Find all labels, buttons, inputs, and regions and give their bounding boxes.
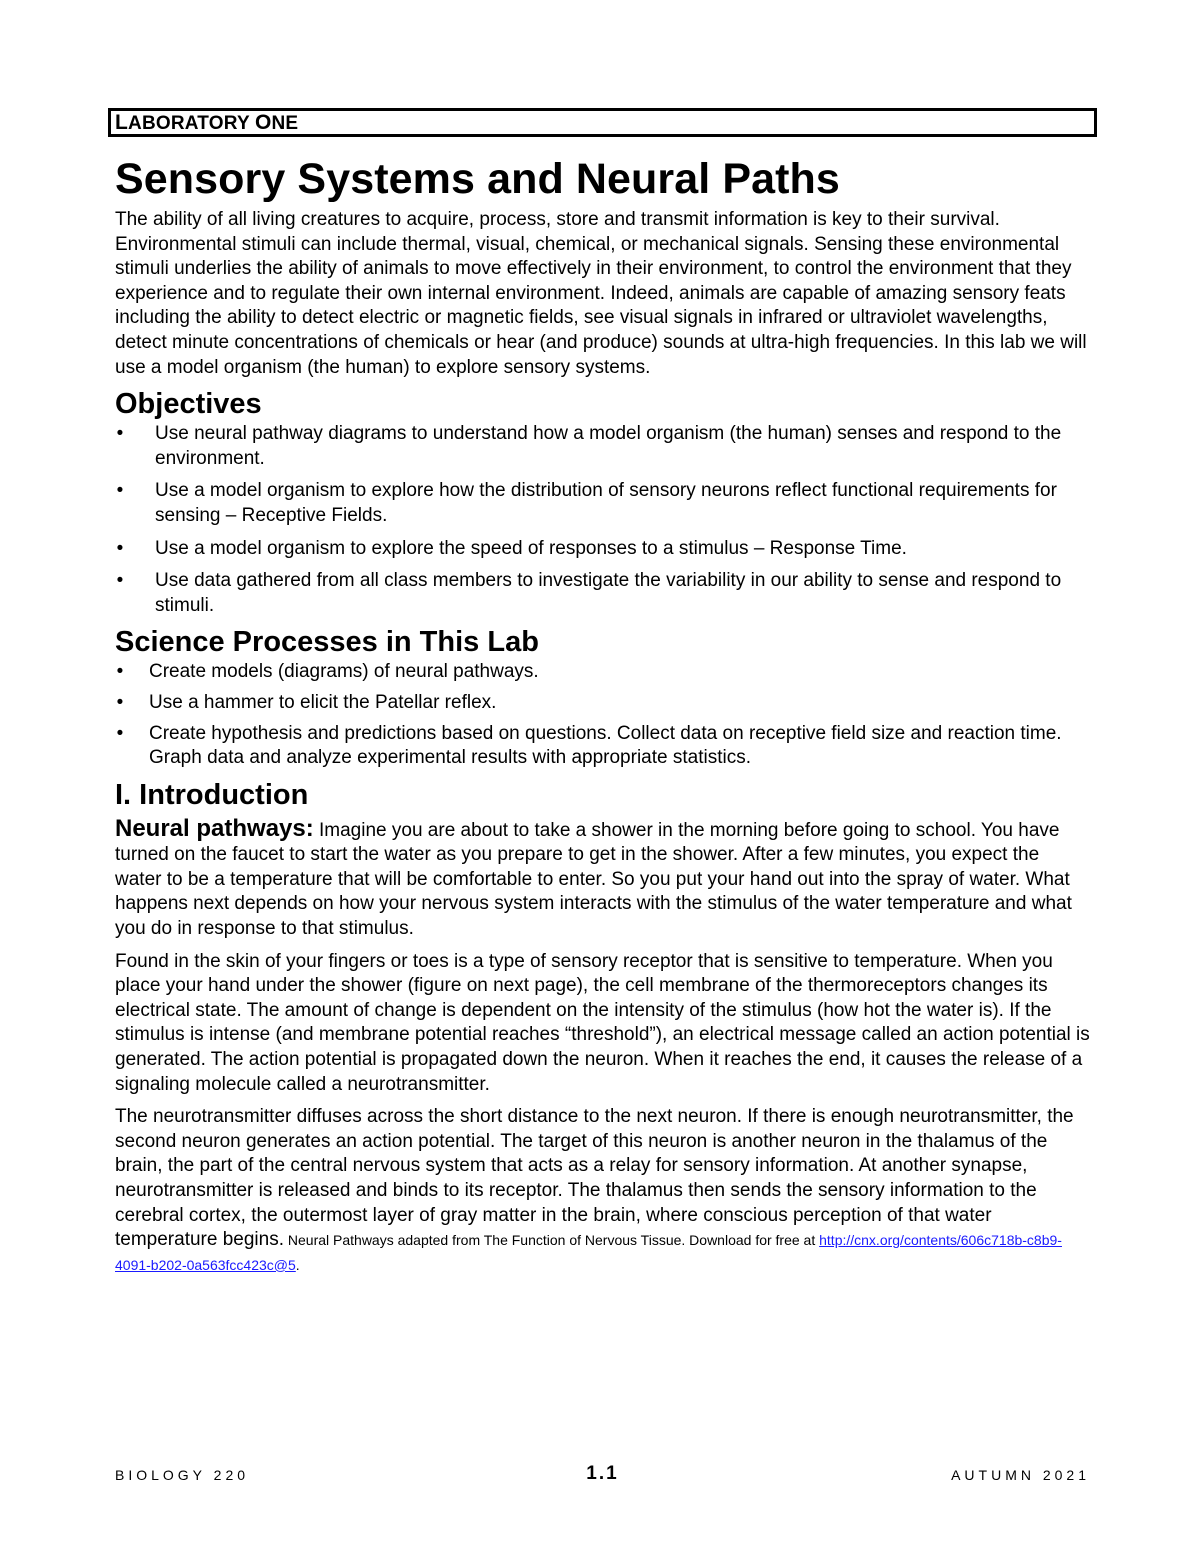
intro-paragraph: The ability of all living creatures to acquire, process, store and transmit information is key to their survival. Environmental stimuli can include thermal, visual, chemical, or mechanical signals. Sensing these environmental stimuli underlies the ability of animals to move effectively in their environment, to control the environment that they experience and to regulate their own internal environment. Indeed, animals are capable of amazing sensory feats including the ability to detect electric or magnetic fields, see visual signals in infrared or ultraviolet wavelengths, detect minute concentrations of chemicals or hear (and produce) sounds at ultra-high frequencies. In this lab we will use a model organism (the human) to explore sensory systems. [115, 209, 1087, 378]
objective-text: Use neural pathway diagrams to understand how a model organism (the human) senses and respond to the environment. [155, 423, 1062, 469]
list-item [115, 722, 1090, 771]
process-text: Create models (diagrams) of neural pathways. [149, 661, 539, 683]
lab-label-first-letter: L [115, 111, 129, 134]
process-text: Create hypothesis and predictions based on questions. Collect data on receptive field size and reaction time. Graph data and analyze experimental results with appropriate statistics. [149, 722, 1062, 769]
objective-text: Use data gathered from all class members to investigate the variability in our ability to sense and respond to stimuli. [155, 570, 1062, 616]
science-processes-heading: Science Processes in This Lab [115, 626, 539, 659]
list-item [115, 569, 1090, 618]
bullet-icon: • [116, 423, 124, 445]
page-title: Sensory Systems and Neural Paths [115, 155, 840, 203]
bullet-icon: • [116, 537, 124, 559]
page-content [115, 150, 1090, 1277]
neural-pathways-paragraph [115, 814, 1090, 942]
citation-end: . [295, 1256, 300, 1273]
page-footer [115, 1465, 1090, 1489]
lab-label-rest-2: NE [271, 113, 299, 134]
objective-text: Use a model organism to explore how the distribution of sensory neurons reflect functional requirements for sensing – Receptive Fields. [155, 480, 1057, 526]
list-item [115, 479, 1090, 528]
lab-label-rest: ABORATORY [128, 113, 255, 134]
bullet-icon: • [116, 570, 124, 592]
bullet-icon: • [116, 691, 124, 713]
list-item [115, 660, 1090, 685]
objectives-list [115, 422, 1090, 618]
neural-pathways-text: Imagine you are about to take a shower in the morning before going to school. You have turned on the faucet to start the water as you prepare to get in the shower. After a few minutes, you expect the water to be a temperature that will be comfortable to enter. So you put your hand out into the spray of water. What happens next depends on how your nervous system interacts with the stimulus of the water temperature and what you do in response to that stimulus. [115, 819, 1072, 940]
thermoreceptor-paragraph: Found in the skin of your fingers or toes is a type of sensory receptor that is sensitive to temperature. When you place your hand under the shower (figure on next page), the cell membrane of the thermoreceptors changes its electrical state. The amount of change is dependent on the intensity of the stimulus (how hot the water is). If the stimulus is intense (and membrane potential reaches “threshold”), an electrical message called an action potential is generated. The action potential is propagated down the neuron. When it reaches the end, it causes the release of a signaling molecule called a neurotransmitter. [115, 950, 1090, 1095]
laboratory-label-box [108, 108, 1097, 137]
science-processes-list [115, 660, 1090, 770]
list-item [115, 537, 1090, 562]
list-item [115, 691, 1090, 716]
bullet-icon: • [116, 661, 124, 683]
introduction-heading: I. Introduction [115, 778, 309, 811]
objectives-heading: Objectives [115, 388, 262, 421]
citation-link[interactable]: http://cnx.org/contents/606c718b-c8b9-4091-b202-0a563fcc423c@5 [115, 1232, 1062, 1273]
citation-text: Neural Pathways adapted from The Function of Nervous Tissue. Download for free at [284, 1232, 820, 1249]
bullet-icon: • [116, 722, 124, 744]
footer-term: AUTUMN 2021 [951, 1467, 1090, 1483]
footer-page-number: 1.1 [586, 1463, 619, 1484]
neurotransmitter-text: The neurotransmitter diffuses across the short distance to the next neuron. If there is enough neurotransmitter, the second neuron generates an action potential. The target of this neuron is another neuron in the thalamus of the brain, the part of the central nervous system that acts as a relay for sensory information. At another synapse, neurotransmitter is released and binds to its receptor. The thalamus then sends the sensory information to the cerebral cortex, the outermost layer of gray matter in the brain, where conscious perception of that water temperature begins. [115, 1106, 1074, 1251]
neurotransmitter-paragraph [115, 1105, 1090, 1277]
process-text: Use a hammer to elicit the Patellar reflex. [149, 691, 497, 713]
footer-course: BIOLOGY 220 [115, 1467, 250, 1483]
objective-text: Use a model organism to explore the speed of responses to a stimulus – Response Time. [155, 537, 907, 559]
list-item [115, 422, 1090, 471]
lab-label-first-letter-2: O [254, 111, 272, 134]
bullet-icon: • [116, 480, 124, 502]
neural-pathways-label: Neural pathways: [115, 814, 314, 842]
